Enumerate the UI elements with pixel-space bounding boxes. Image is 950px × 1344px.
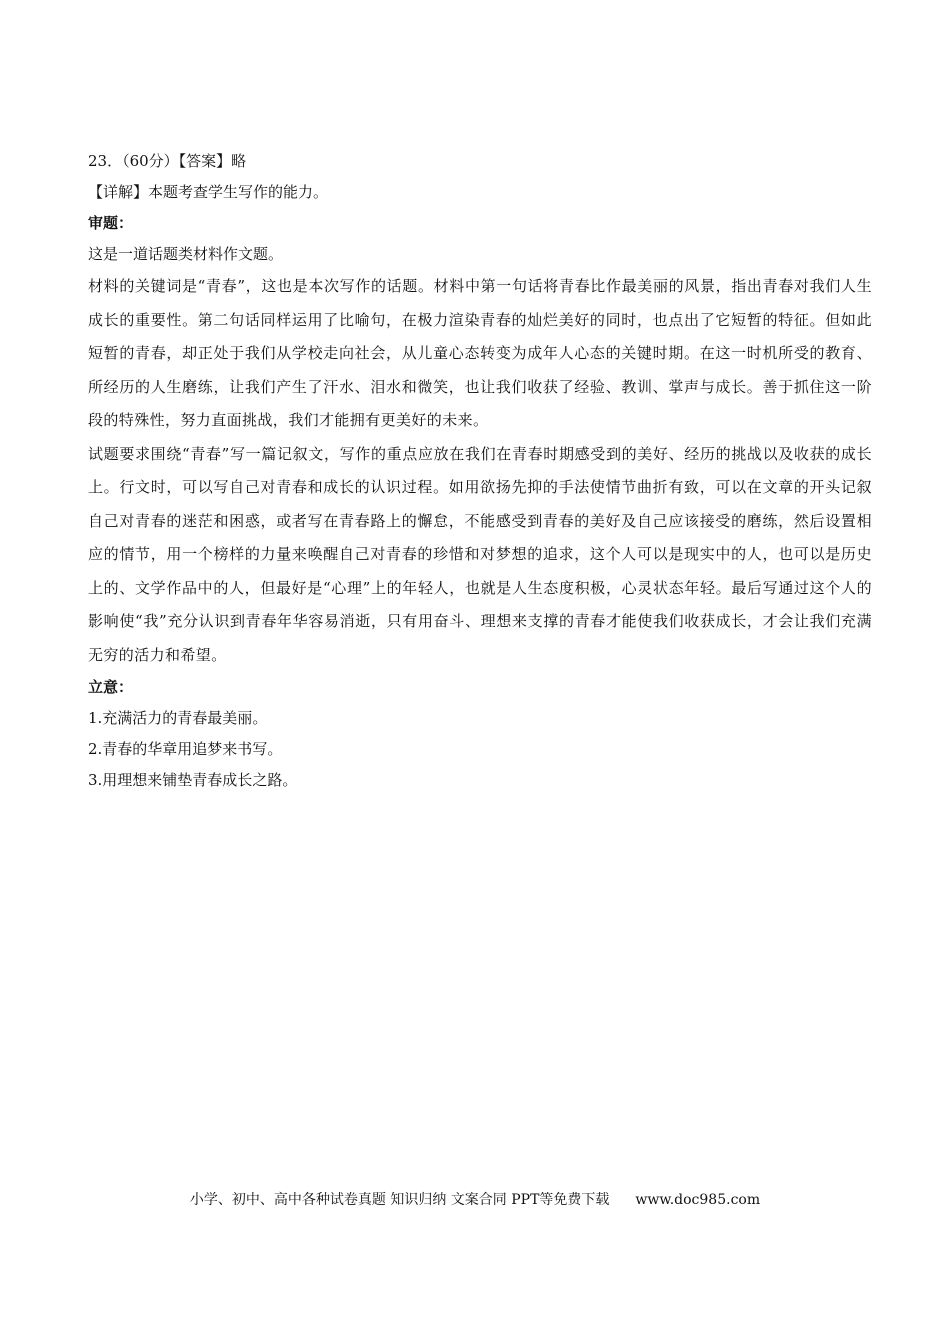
review-intro: 这是一道话题类材料作文题。: [88, 245, 284, 263]
answer-content: [88, 146, 872, 796]
theme-heading: 立意：: [88, 678, 134, 696]
review-heading: 审题：: [88, 214, 134, 232]
theme-item-3: 3.用理想来铺垫青春成长之路。: [88, 771, 298, 789]
theme-item-1: 1.充满活力的青春最美丽。: [88, 709, 268, 727]
question-number-line: 23．（60分）【答案】略: [88, 152, 247, 170]
page-footer: [0, 1190, 950, 1210]
review-paragraph-1: 材料的关键词是“青春”，这也是本次写作的话题。材料中第一句话将青春比作最美丽的风景，指出青春对我们人生成长的重要性。第二句话同样运用了比喻句，在极力渲染青春的灿烂美好的同时，也点出了它短暂的特征。但如此短暂的青春，却正处于我们从学校走向社会，从儿童心态转变为成年人心态的关键时期。在这一时机所受的教育、所经历的人生磨练，让我们产生了汗水、泪水和微笑，也让我们收获了经验、教训、掌声与成长。善于抓住这一阶段的特殊性，努力直面挑战，我们才能拥有更美好的未来。: [88, 277, 872, 429]
review-paragraph-2: 试题要求围绕“青春”写一篇记叙文，写作的重点应放在我们在青春时期感受到的美好、经历的挑战以及收获的成长上。行文时，可以写自己对青春和成长的认识过程。如用欲扬先抑的手法使情节曲折有致，可以在文章的开头记叙自己对青春的迷茫和困惑，或者写在青春路上的懈怠，不能感受到青春的美好及自己应该接受的磨练，然后设置相应的情节，用一个榜样的力量来唤醒自己对青春的珍惜和对梦想的追求，这个人可以是现实中的人，也可以是历史上的、文学作品中的人，但最好是“心理”上的年轻人，也就是人生态度积极，心灵状态年轻。最后写通过这个人的影响使“我”充分认识到青春年华容易消逝，只有用奋斗、理想来支撑的青春才能使我们收获成长，才会让我们充满无穷的活力和希望。: [88, 444, 872, 664]
footer-url[interactable]: www.doc985.com: [635, 1192, 761, 1208]
footer-text: 小学、初中、高中各种试卷真题 知识归纳 文案合同 PPT等免费下载: [189, 1192, 610, 1208]
theme-item-2: 2.青春的华章用追梦来书写。: [88, 740, 283, 758]
detail-line: 【详解】本题考查学生写作的能力。: [88, 183, 329, 201]
